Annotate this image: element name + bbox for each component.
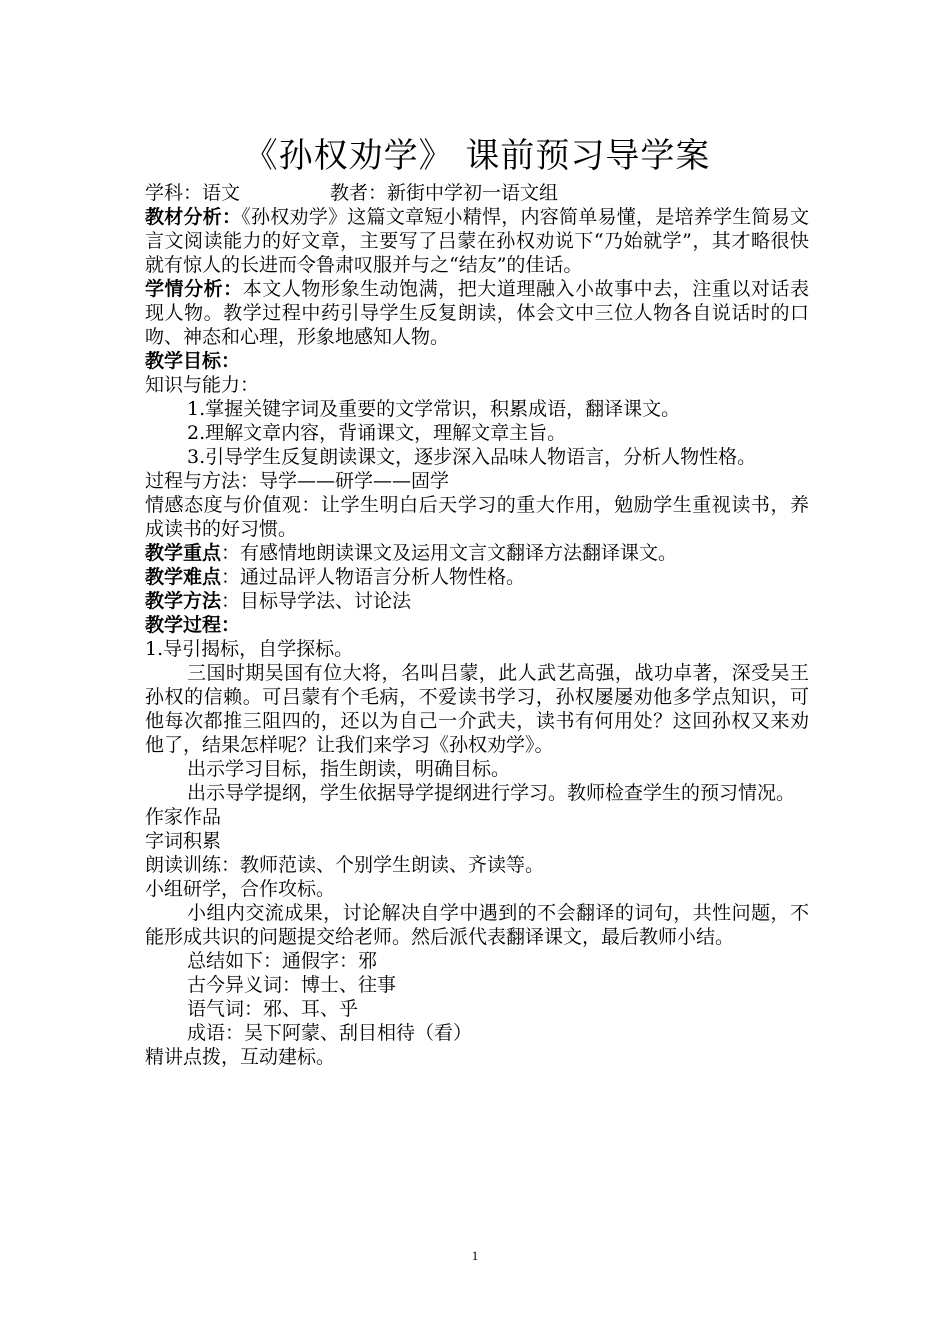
step-heading: 1.导引揭标，自学探标。 — [145, 638, 354, 660]
reading-training: 朗读训练：教师范读、个别学生朗读、齐读等。 — [145, 854, 545, 876]
teacher-label: 教者：新街中学初一语文组 — [330, 182, 559, 204]
modal-words: 语气词：邪、耳、乎 — [187, 998, 359, 1020]
ancient-modern-words: 古今异义词：博士、往事 — [187, 974, 397, 996]
explain-step: 精讲点拨，互动建标。 — [145, 1046, 336, 1068]
word-accumulation: 字词积累 — [145, 830, 222, 852]
teaching-focus-heading: 教学重点 — [145, 542, 222, 564]
student-analysis-text: 本文人物形象生动饱满，把大道理融入小故事中去，注重以对话表现人物。教学过程中药引导学生反复朗读，体会文中三位人物各自说话时的口吻、神态和心理，形象地感知人物。 — [145, 278, 809, 348]
goal-item: 1.掌握关键字词及重要的文学常识，积累成语，翻译课文。 — [187, 398, 681, 420]
teaching-method-text: ：目标导学法、讨论法 — [221, 590, 412, 612]
emotion-goal: 情感态度与价值观：让学生明白后天学习的重大作用，勉励学生重视读书，养成读书的好习惯。 — [145, 494, 809, 540]
material-analysis-heading: 教材分析： — [145, 206, 242, 228]
goals-heading: 教学目标： — [145, 350, 241, 372]
summary-line: 总结如下：通假字：邪 — [187, 950, 378, 972]
teaching-difficulty-heading: 教学难点 — [145, 566, 222, 588]
goal-item: 3.引导学生反复朗读课文，逐步深入品味人物语言，分析人物性格。 — [187, 446, 757, 468]
author-works: 作家作品 — [145, 806, 222, 828]
teaching-method — [145, 589, 809, 613]
document-page — [145, 128, 809, 1069]
subject-label: 学科：语文 — [145, 182, 241, 204]
teaching-focus-text: ：有感情地朗读课文及运用文言文翻译方法翻译课文。 — [221, 542, 678, 564]
knowledge-label: 知识与能力： — [145, 374, 260, 396]
teaching-difficulty-text: ：通过品评人物语言分析人物性格。 — [221, 566, 526, 588]
material-analysis — [145, 205, 809, 277]
process-method: 过程与方法：导学——研学——固学 — [145, 470, 450, 492]
goal-item: 2.理解文章内容，背诵课文，理解文章主旨。 — [187, 422, 567, 444]
meta-line — [145, 181, 809, 205]
story-paragraph: 三国时期吴国有位大将，名叫吕蒙，此人武艺高强，战功卓著，深受吴王孙权的信赖。可吕蒙有个毛病，不爱读书学习，孙权屡屡劝他多学点知识，可他每次都推三阻四的，还以为自己一介武夫，读书有何用处？这回孙权又来劝他了，结果怎样呢？让我们来学习《孙权劝学》。 — [145, 662, 809, 756]
show-goals: 出示学习目标，指生朗读，明确目标。 — [187, 758, 511, 780]
teaching-process-heading: 教学过程： — [145, 614, 241, 636]
student-analysis — [145, 277, 809, 349]
teaching-difficulty — [145, 565, 809, 589]
teaching-focus — [145, 541, 809, 565]
teaching-method-heading: 教学方法 — [145, 590, 222, 612]
show-outline: 出示导学提纲，学生依据导学提纲进行学习。教师检查学生的预习情况。 — [187, 782, 796, 804]
document-title: 《孙权劝学》 课前预习导学案 — [243, 136, 711, 176]
idioms: 成语：吴下阿蒙、刮目相待（看） — [187, 1022, 473, 1044]
page-number: 1 — [471, 1248, 479, 1263]
material-analysis-text: 《孙权劝学》这篇文章短小精悍，内容简单易懂，是培养学生简易文言文阅读能力的好文章，主要写了吕蒙在孙权劝说下“乃始就学”，其才略很快就有惊人的长进而令鲁肃叹服并与之“结友”的佳话。 — [145, 206, 809, 276]
group-study-text: 小组内交流成果，讨论解决自学中遇到的不会翻译的词句，共性问题，不能形成共识的问题提交给老师。然后派代表翻译课文，最后教师小结。 — [145, 902, 809, 948]
group-study: 小组研学，合作攻标。 — [145, 878, 336, 900]
student-analysis-heading: 学情分析： — [145, 278, 243, 300]
